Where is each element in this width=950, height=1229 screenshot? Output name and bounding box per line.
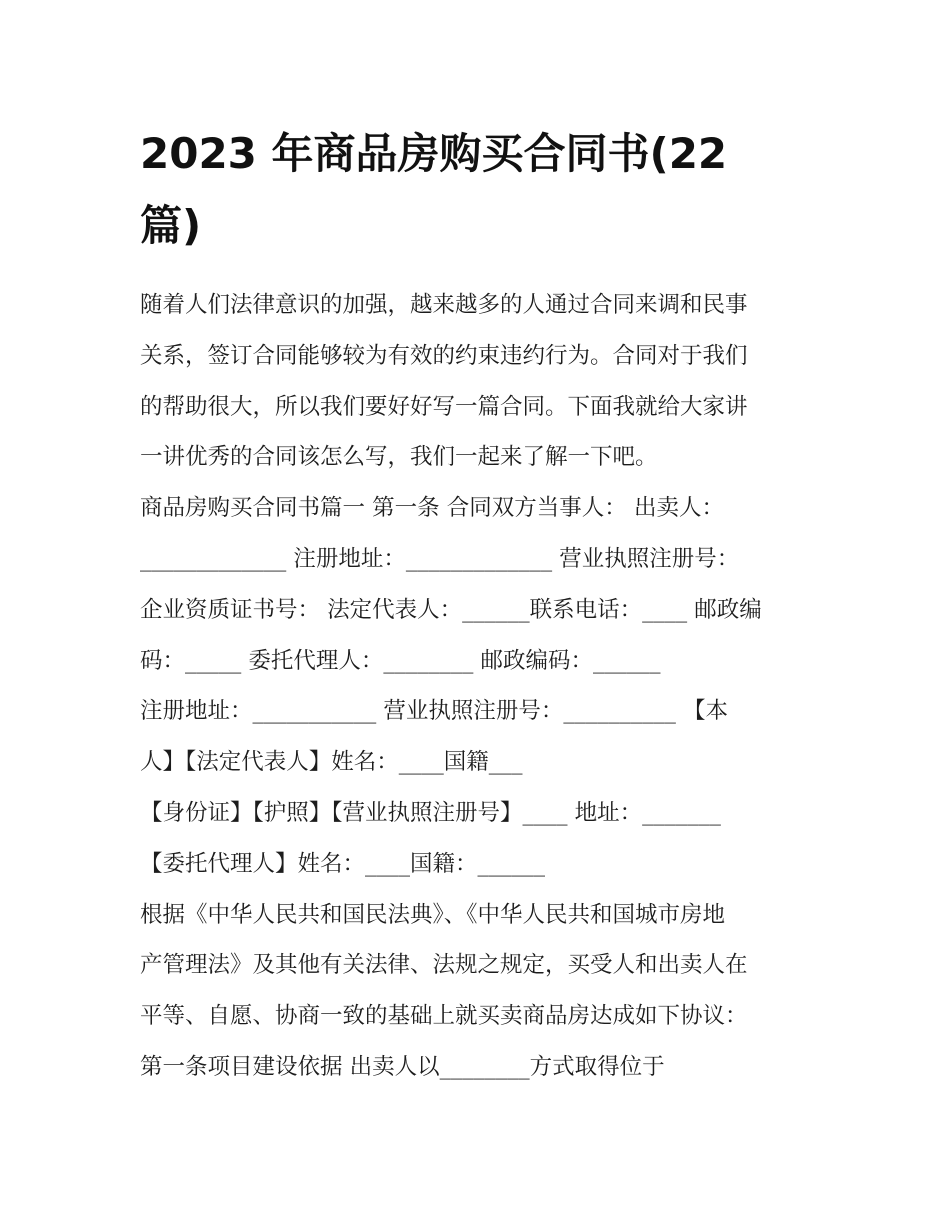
body-line: 平等、自愿、协商一致的基础上就买卖商品房达成如下协议：: [140, 1003, 748, 1030]
body-line: 注册地址：___________ 营业执照注册号：__________ 【本: [140, 698, 729, 725]
title-line-1: 2023 年商品房购买合同书(22: [140, 129, 728, 178]
body-line: 人】【法定代表人】姓名：____国籍___: [140, 749, 523, 776]
body-line: 商品房购买合同书篇一 第一条 合同双方当事人： 出卖人：: [140, 495, 724, 522]
body-line: 产管理法》及其他有关法律、法规之规定，买受人和出卖人在: [140, 952, 748, 979]
body-line: 的帮助很大，所以我们要好好写一篇合同。下面我就给大家讲: [140, 393, 748, 420]
document-body: [140, 280, 820, 1093]
document-title: [140, 118, 820, 262]
body-line: 第一条项目建设依据 出卖人以________方式取得位于: [140, 1053, 665, 1080]
body-line: 码：_____ 委托代理人：________ 邮政编码：______: [140, 647, 661, 674]
body-line: 企业资质证书号： 法定代表人：______联系电话：____ 邮政编: [140, 596, 762, 623]
body-line: 随着人们法律意识的加强，越来越多的人通过合同来调和民事: [140, 292, 748, 318]
body-line: 关系，签订合同能够较为有效的约束违约行为。合同对于我们: [140, 342, 748, 369]
body-line: 【委托代理人】姓名：____国籍：______: [140, 850, 546, 877]
body-line: 【身份证】【护照】【营业执照注册号】____ 地址：_______: [140, 799, 721, 826]
title-line-2: 篇): [140, 201, 202, 250]
body-line: 根据《中华人民共和国民法典》、《中华人民共和国城市房地: [140, 901, 726, 928]
body-line: _____________ 注册地址：_____________ 营业执照注册号：: [140, 545, 740, 572]
body-line: 一讲优秀的合同该怎么写，我们一起来了解一下吧。: [140, 444, 658, 471]
